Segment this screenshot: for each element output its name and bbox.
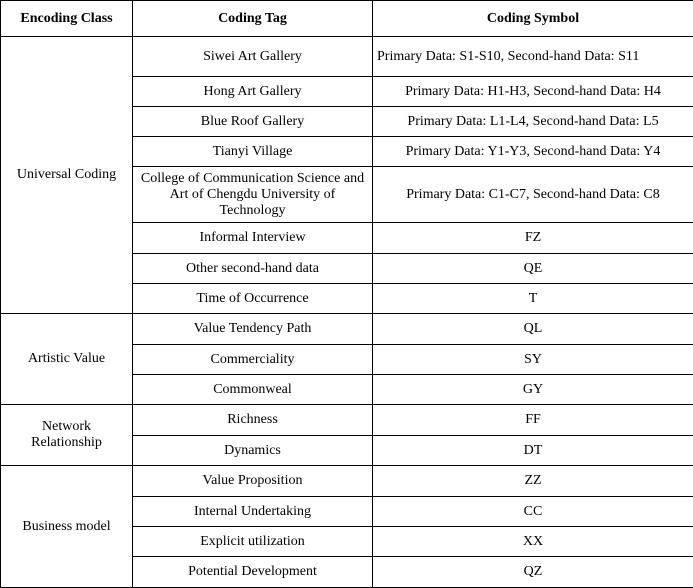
table-row: [1, 37, 693, 77]
coding-symbol-cell: GY: [373, 375, 693, 405]
encoding-class-cell: Artistic Value: [1, 314, 133, 405]
coding-symbol-cell: Primary Data: Y1-Y3, Second-hand Data: Y4: [373, 137, 693, 167]
coding-tag-cell: Explicit utilization: [133, 527, 373, 557]
coding-tag-cell: Value Proposition: [133, 466, 373, 497]
encoding-class-cell: Business model: [1, 466, 133, 588]
coding-tag-cell: College of Communication Science and Art of Chengdu University of Technology: [133, 167, 373, 223]
coding-tag-cell: Hong Art Gallery: [133, 77, 373, 107]
coding-tag-cell: Value Tendency Path: [133, 314, 373, 345]
coding-symbol-cell: Primary Data: L1-L4, Second-hand Data: L5: [373, 107, 693, 137]
encoding-class-cell: Universal Coding: [1, 37, 133, 314]
coding-tag-cell: Richness: [133, 405, 373, 436]
coding-symbol-cell: Primary Data: H1-H3, Second-hand Data: H4: [373, 77, 693, 107]
header-coding-symbol: Coding Symbol: [373, 1, 693, 37]
coding-tag-cell: Informal Interview: [133, 223, 373, 254]
header-encoding-class: Encoding Class: [1, 1, 133, 37]
coding-tag-cell: Blue Roof Gallery: [133, 107, 373, 137]
header-coding-tag: Coding Tag: [133, 1, 373, 37]
coding-symbol-cell: CC: [373, 497, 693, 527]
coding-symbol-cell: Primary Data: S1-S10, Second-hand Data: S11: [373, 37, 693, 77]
coding-tag-cell: Commonweal: [133, 375, 373, 405]
coding-symbol-cell: QZ: [373, 557, 693, 588]
coding-symbol-cell: FZ: [373, 223, 693, 254]
coding-symbol-cell: FF: [373, 405, 693, 436]
coding-symbol-cell: SY: [373, 345, 693, 375]
table-row: [1, 314, 693, 345]
coding-tag-cell: Dynamics: [133, 436, 373, 466]
coding-symbol-cell: DT: [373, 436, 693, 466]
coding-symbol-cell: T: [373, 284, 693, 314]
coding-tag-cell: Internal Undertaking: [133, 497, 373, 527]
coding-tag-cell: Other second-hand data: [133, 254, 373, 284]
coding-symbol-cell: Primary Data: C1-C7, Second-hand Data: C8: [373, 167, 693, 223]
encoding-class-cell: Network Relationship: [1, 405, 133, 466]
coding-tag-cell: Potential Development: [133, 557, 373, 588]
table-row: [1, 466, 693, 497]
coding-symbol-cell: ZZ: [373, 466, 693, 497]
coding-tag-cell: Tianyi Village: [133, 137, 373, 167]
coding-symbol-cell: XX: [373, 527, 693, 557]
coding-symbol-cell: QL: [373, 314, 693, 345]
coding-tag-cell: Commerciality: [133, 345, 373, 375]
coding-tag-cell: Siwei Art Gallery: [133, 37, 373, 77]
table-row: [1, 405, 693, 436]
table-header-row: [1, 1, 693, 37]
coding-tag-cell: Time of Occurrence: [133, 284, 373, 314]
coding-symbol-cell: QE: [373, 254, 693, 284]
